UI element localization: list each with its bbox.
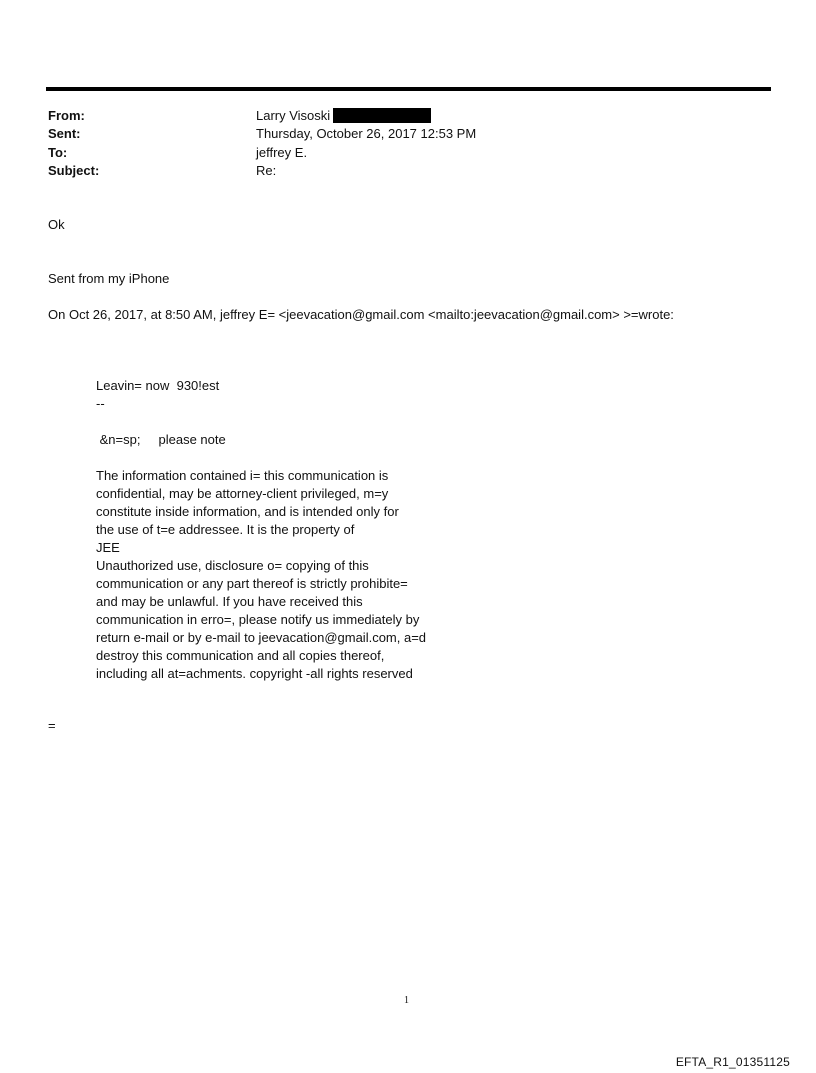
from-name: Larry Visoski — [256, 108, 331, 123]
redaction-block — [333, 108, 431, 123]
disclaimer-line: communication or any part thereof is strictly prohibite= — [96, 576, 408, 591]
disclaimer-line: constitute inside information, and is intended only for — [96, 504, 399, 519]
to-label: To: — [48, 145, 68, 160]
subject-value: Re: — [256, 163, 277, 178]
disclaimer-line: Unauthorized use, disclosure o= copying of this — [96, 558, 369, 573]
disclaimer-line: destroy this communication and all copies thereof, — [96, 648, 385, 663]
sent-value: Thursday, October 26, 2017 12:53 PM — [256, 126, 477, 141]
reply-text: Ok — [48, 217, 65, 232]
disclaimer-line: return e-mail or by e-mail to jeevacation@gmail.com, a=d — [96, 630, 427, 645]
disclaimer-line: JEE — [96, 540, 120, 555]
header-rule — [46, 87, 771, 91]
disclaimer-line: including all at=achments. copyright -all rights reserved — [96, 666, 413, 681]
signature-text: Sent from my iPhone — [48, 271, 170, 286]
trailer-equals: = — [48, 718, 56, 733]
disclaimer-line: The information contained i= this communication is — [96, 468, 389, 483]
from-label: From: — [48, 108, 85, 123]
from-value — [256, 107, 431, 125]
to-value: jeffrey E. — [256, 145, 308, 160]
disclaimer-line: the use of t=e addressee. It is the property of — [96, 522, 355, 537]
disclaimer-line: communication in erro=, please notify us immediately by — [96, 612, 420, 627]
sent-label: Sent: — [48, 126, 81, 141]
quoted-message: Leavin= now 930!est — [96, 378, 220, 393]
quoted-separator: -- — [96, 396, 105, 411]
disclaimer-line: and may be unlawful. If you have received this — [96, 594, 363, 609]
note-heading: &n=sp; please note — [96, 432, 226, 447]
page-number: 1 — [404, 995, 409, 1006]
attribution-line: On Oct 26, 2017, at 8:50 AM, jeffrey E= <jeevacation@gmail.com <mailto:jeevacation@gmail.com> >=wrote: — [48, 307, 674, 322]
subject-label: Subject: — [48, 163, 100, 178]
disclaimer-line: confidential, may be attorney-client privileged, m=y — [96, 486, 389, 501]
bates-number: EFTA_R1_01351125 — [675, 1055, 790, 1069]
